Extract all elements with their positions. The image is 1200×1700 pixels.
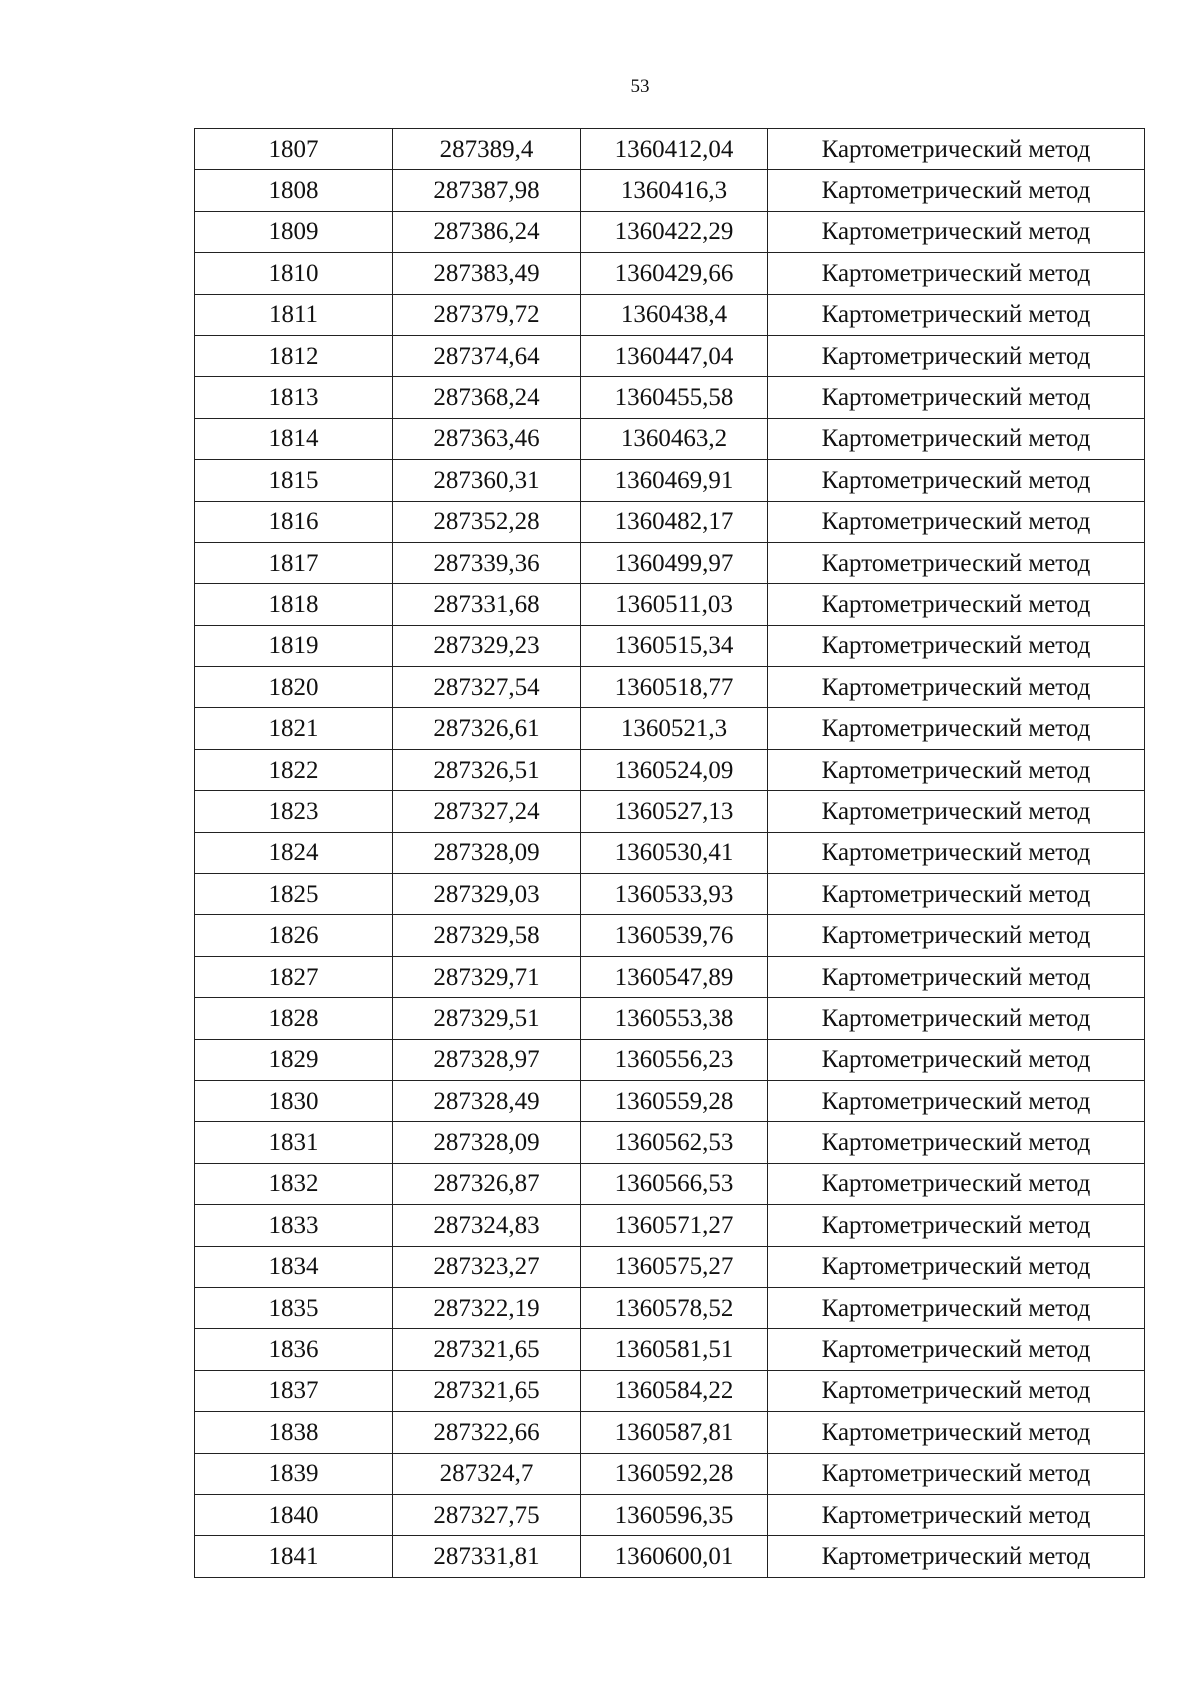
method-cell: Картометрический метод — [768, 998, 1145, 1039]
x-coordinate-cell: 287327,75 — [393, 1494, 581, 1535]
table-row — [195, 1039, 1145, 1080]
y-coordinate-cell: 1360416,3 — [581, 170, 768, 211]
table-row — [195, 832, 1145, 873]
y-coordinate-cell: 1360584,22 — [581, 1370, 768, 1411]
method-cell: Картометрический метод — [768, 129, 1145, 170]
x-coordinate-cell: 287328,09 — [393, 832, 581, 873]
point-number-cell: 1820 — [195, 667, 393, 708]
point-number-cell: 1825 — [195, 874, 393, 915]
point-number-cell: 1819 — [195, 625, 393, 666]
method-cell: Картометрический метод — [768, 377, 1145, 418]
point-number-cell: 1841 — [195, 1536, 393, 1577]
y-coordinate-cell: 1360592,28 — [581, 1453, 768, 1494]
y-coordinate-cell: 1360463,2 — [581, 418, 768, 459]
x-coordinate-cell: 287368,24 — [393, 377, 581, 418]
table-row — [195, 335, 1145, 376]
y-coordinate-cell: 1360547,89 — [581, 956, 768, 997]
y-coordinate-cell: 1360499,97 — [581, 542, 768, 583]
y-coordinate-cell: 1360518,77 — [581, 667, 768, 708]
point-number-cell: 1810 — [195, 253, 393, 294]
x-coordinate-cell: 287322,66 — [393, 1412, 581, 1453]
table-row — [195, 1536, 1145, 1577]
method-cell: Картометрический метод — [768, 1163, 1145, 1204]
x-coordinate-cell: 287329,03 — [393, 874, 581, 915]
y-coordinate-cell: 1360575,27 — [581, 1246, 768, 1287]
point-number-cell: 1816 — [195, 501, 393, 542]
method-cell: Картометрический метод — [768, 1080, 1145, 1121]
x-coordinate-cell: 287326,87 — [393, 1163, 581, 1204]
table-row — [195, 129, 1145, 170]
method-cell: Картометрический метод — [768, 460, 1145, 501]
method-cell: Картометрический метод — [768, 584, 1145, 625]
table-row — [195, 1163, 1145, 1204]
point-number-cell: 1814 — [195, 418, 393, 459]
y-coordinate-cell: 1360482,17 — [581, 501, 768, 542]
x-coordinate-cell: 287321,65 — [393, 1370, 581, 1411]
x-coordinate-cell: 287352,28 — [393, 501, 581, 542]
table-row — [195, 1246, 1145, 1287]
y-coordinate-cell: 1360469,91 — [581, 460, 768, 501]
table-row — [195, 667, 1145, 708]
coordinates-table-body — [195, 129, 1145, 1578]
method-cell: Картометрический метод — [768, 1039, 1145, 1080]
y-coordinate-cell: 1360511,03 — [581, 584, 768, 625]
point-number-cell: 1817 — [195, 542, 393, 583]
table-row — [195, 211, 1145, 252]
y-coordinate-cell: 1360422,29 — [581, 211, 768, 252]
y-coordinate-cell: 1360515,34 — [581, 625, 768, 666]
method-cell: Картометрический метод — [768, 253, 1145, 294]
table-row — [195, 460, 1145, 501]
table-row — [195, 542, 1145, 583]
y-coordinate-cell: 1360581,51 — [581, 1329, 768, 1370]
method-cell: Картометрический метод — [768, 335, 1145, 376]
x-coordinate-cell: 287386,24 — [393, 211, 581, 252]
y-coordinate-cell: 1360596,35 — [581, 1494, 768, 1535]
x-coordinate-cell: 287331,68 — [393, 584, 581, 625]
y-coordinate-cell: 1360571,27 — [581, 1205, 768, 1246]
table-row — [195, 170, 1145, 211]
point-number-cell: 1823 — [195, 791, 393, 832]
method-cell: Картометрический метод — [768, 1246, 1145, 1287]
x-coordinate-cell: 287387,98 — [393, 170, 581, 211]
point-number-cell: 1838 — [195, 1412, 393, 1453]
table-row — [195, 584, 1145, 625]
point-number-cell: 1822 — [195, 749, 393, 790]
x-coordinate-cell: 287379,72 — [393, 294, 581, 335]
point-number-cell: 1818 — [195, 584, 393, 625]
point-number-cell: 1840 — [195, 1494, 393, 1535]
method-cell: Картометрический метод — [768, 791, 1145, 832]
table-row — [195, 294, 1145, 335]
method-cell: Картометрический метод — [768, 1287, 1145, 1328]
table-row — [195, 1287, 1145, 1328]
method-cell: Картометрический метод — [768, 170, 1145, 211]
point-number-cell: 1831 — [195, 1122, 393, 1163]
page-number — [0, 76, 1200, 98]
method-cell: Картометрический метод — [768, 749, 1145, 790]
point-number-cell: 1807 — [195, 129, 393, 170]
point-number-cell: 1834 — [195, 1246, 393, 1287]
y-coordinate-cell: 1360438,4 — [581, 294, 768, 335]
x-coordinate-cell: 287321,65 — [393, 1329, 581, 1370]
table-row — [195, 501, 1145, 542]
x-coordinate-cell: 287331,81 — [393, 1536, 581, 1577]
table-row — [195, 1329, 1145, 1370]
x-coordinate-cell: 287363,46 — [393, 418, 581, 459]
x-coordinate-cell: 287329,23 — [393, 625, 581, 666]
table-row — [195, 1412, 1145, 1453]
point-number-cell: 1824 — [195, 832, 393, 873]
y-coordinate-cell: 1360539,76 — [581, 915, 768, 956]
method-cell: Картометрический метод — [768, 1494, 1145, 1535]
point-number-cell: 1829 — [195, 1039, 393, 1080]
table-row — [195, 253, 1145, 294]
method-cell: Картометрический метод — [768, 1122, 1145, 1163]
method-cell: Картометрический метод — [768, 915, 1145, 956]
x-coordinate-cell: 287324,7 — [393, 1453, 581, 1494]
y-coordinate-cell: 1360447,04 — [581, 335, 768, 376]
method-cell: Картометрический метод — [768, 211, 1145, 252]
table-row — [195, 915, 1145, 956]
method-cell: Картометрический метод — [768, 1536, 1145, 1577]
table-row — [195, 874, 1145, 915]
method-cell: Картометрический метод — [768, 1412, 1145, 1453]
point-number-cell: 1827 — [195, 956, 393, 997]
x-coordinate-cell: 287326,51 — [393, 749, 581, 790]
table-row — [195, 1122, 1145, 1163]
table-row — [195, 1494, 1145, 1535]
point-number-cell: 1821 — [195, 708, 393, 749]
table-row — [195, 625, 1145, 666]
table-row — [195, 377, 1145, 418]
point-number-cell: 1837 — [195, 1370, 393, 1411]
method-cell: Картометрический метод — [768, 1205, 1145, 1246]
point-number-cell: 1811 — [195, 294, 393, 335]
x-coordinate-cell: 287360,31 — [393, 460, 581, 501]
x-coordinate-cell: 287328,09 — [393, 1122, 581, 1163]
x-coordinate-cell: 287326,61 — [393, 708, 581, 749]
method-cell: Картометрический метод — [768, 501, 1145, 542]
x-coordinate-cell: 287389,4 — [393, 129, 581, 170]
method-cell: Картометрический метод — [768, 708, 1145, 749]
y-coordinate-cell: 1360562,53 — [581, 1122, 768, 1163]
y-coordinate-cell: 1360455,58 — [581, 377, 768, 418]
y-coordinate-cell: 1360600,01 — [581, 1536, 768, 1577]
x-coordinate-cell: 287328,49 — [393, 1080, 581, 1121]
point-number-cell: 1813 — [195, 377, 393, 418]
table-row — [195, 749, 1145, 790]
point-number-cell: 1830 — [195, 1080, 393, 1121]
y-coordinate-cell: 1360521,3 — [581, 708, 768, 749]
x-coordinate-cell: 287324,83 — [393, 1205, 581, 1246]
table-row — [195, 791, 1145, 832]
x-coordinate-cell: 287328,97 — [393, 1039, 581, 1080]
x-coordinate-cell: 287329,58 — [393, 915, 581, 956]
table-row — [195, 956, 1145, 997]
coordinates-table — [194, 128, 1145, 1578]
x-coordinate-cell: 287322,19 — [393, 1287, 581, 1328]
x-coordinate-cell: 287323,27 — [393, 1246, 581, 1287]
x-coordinate-cell: 287374,64 — [393, 335, 581, 376]
point-number-cell: 1812 — [195, 335, 393, 376]
x-coordinate-cell: 287327,24 — [393, 791, 581, 832]
point-number-cell: 1808 — [195, 170, 393, 211]
method-cell: Картометрический метод — [768, 874, 1145, 915]
table-row — [195, 418, 1145, 459]
y-coordinate-cell: 1360530,41 — [581, 832, 768, 873]
x-coordinate-cell: 287339,36 — [393, 542, 581, 583]
point-number-cell: 1839 — [195, 1453, 393, 1494]
x-coordinate-cell: 287383,49 — [393, 253, 581, 294]
y-coordinate-cell: 1360566,53 — [581, 1163, 768, 1204]
y-coordinate-cell: 1360553,38 — [581, 998, 768, 1039]
method-cell: Картометрический метод — [768, 832, 1145, 873]
method-cell: Картометрический метод — [768, 1453, 1145, 1494]
method-cell: Картометрический метод — [768, 1329, 1145, 1370]
y-coordinate-cell: 1360429,66 — [581, 253, 768, 294]
y-coordinate-cell: 1360587,81 — [581, 1412, 768, 1453]
method-cell: Картометрический метод — [768, 667, 1145, 708]
y-coordinate-cell: 1360559,28 — [581, 1080, 768, 1121]
x-coordinate-cell: 287329,71 — [393, 956, 581, 997]
method-cell: Картометрический метод — [768, 1370, 1145, 1411]
point-number-cell: 1836 — [195, 1329, 393, 1370]
method-cell: Картометрический метод — [768, 294, 1145, 335]
table-row — [195, 1370, 1145, 1411]
point-number-cell: 1833 — [195, 1205, 393, 1246]
x-coordinate-cell: 287327,54 — [393, 667, 581, 708]
point-number-cell: 1828 — [195, 998, 393, 1039]
method-cell: Картометрический метод — [768, 418, 1145, 459]
table-row — [195, 1453, 1145, 1494]
method-cell: Картометрический метод — [768, 625, 1145, 666]
y-coordinate-cell: 1360527,13 — [581, 791, 768, 832]
y-coordinate-cell: 1360533,93 — [581, 874, 768, 915]
method-cell: Картометрический метод — [768, 542, 1145, 583]
point-number-cell: 1809 — [195, 211, 393, 252]
table-row — [195, 708, 1145, 749]
point-number-cell: 1832 — [195, 1163, 393, 1204]
x-coordinate-cell: 287329,51 — [393, 998, 581, 1039]
table-row — [195, 998, 1145, 1039]
y-coordinate-cell: 1360556,23 — [581, 1039, 768, 1080]
point-number-cell: 1835 — [195, 1287, 393, 1328]
table-row — [195, 1080, 1145, 1121]
table-row — [195, 1205, 1145, 1246]
point-number-cell: 1815 — [195, 460, 393, 501]
method-cell: Картометрический метод — [768, 956, 1145, 997]
y-coordinate-cell: 1360578,52 — [581, 1287, 768, 1328]
y-coordinate-cell: 1360412,04 — [581, 129, 768, 170]
y-coordinate-cell: 1360524,09 — [581, 749, 768, 790]
page-number-text: 53 — [630, 76, 650, 97]
point-number-cell: 1826 — [195, 915, 393, 956]
